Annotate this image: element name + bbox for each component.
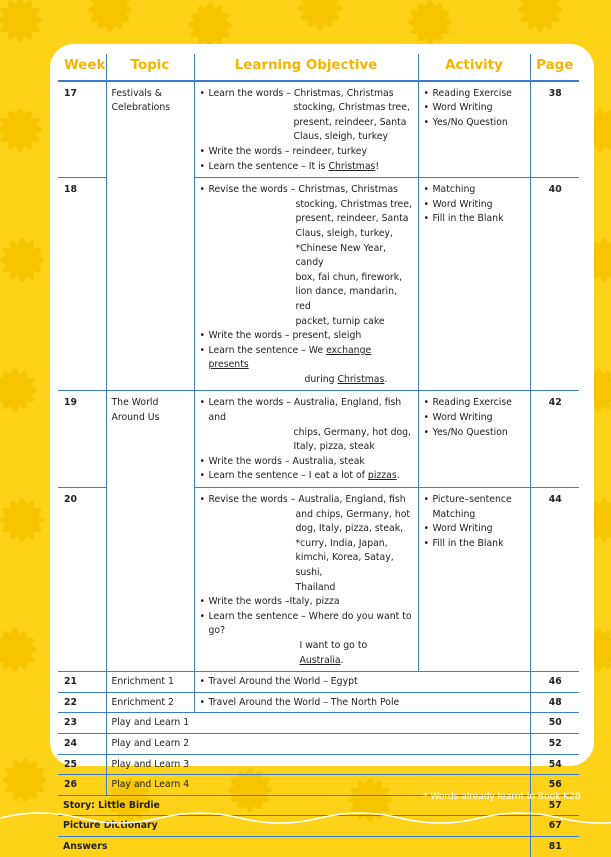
header-objective: Learning Objective [194, 54, 418, 81]
contents-table [58, 54, 579, 857]
table-row [58, 733, 579, 754]
activity-cell: • Matching • Word Writing • Fill in the Blank [418, 178, 530, 391]
objective-cell: • Travel Around the World – The North Pole [194, 692, 530, 713]
week-number: 19 [58, 391, 106, 488]
objective-cell: • Learn the words – Australia, England, fish and chips, Germany, hot dog, Italy, pizza, steak • Write the words – Australia, steak • Learn the sentence – I eat a lot of pizzas. [194, 391, 418, 488]
header-page: Page [530, 54, 579, 81]
table-row [58, 672, 579, 693]
week-number: 23 [58, 713, 106, 734]
page-number: 42 [530, 391, 579, 488]
page-number: 56 [530, 775, 579, 796]
table-row [58, 754, 579, 775]
footnote: * Words already learnt in Book K2B [423, 792, 581, 802]
page-number: 40 [530, 178, 579, 391]
topic-cell [106, 488, 194, 672]
topic-cell: Enrichment 2 [106, 692, 194, 713]
header-activity: Activity [418, 54, 530, 81]
table-row [58, 713, 579, 734]
page-number: 54 [530, 754, 579, 775]
topic-cell: Festivals & Celebrations [106, 81, 194, 178]
week-number: 20 [58, 488, 106, 672]
page-number: 52 [530, 733, 579, 754]
objective-cell: • Revise the words – Christmas, Christmas stocking, Christmas tree, present, reindeer, Santa Claus, sleigh, turkey, *Chinese New Year, candy box, fai chun, firework, lion dance, mandarin, red packet, turnip cake • Write the words – present, sleigh • Learn the sentence – We exchange presents during Christmas. [194, 178, 418, 391]
week-number: 18 [58, 178, 106, 391]
objective-cell: • Travel Around the World – Egypt [194, 672, 530, 693]
topic-cell: Play and Learn 1 [106, 713, 530, 734]
topic-cell: The World Around Us [106, 391, 194, 488]
table-row [58, 391, 579, 488]
story-label: Story: Little Birdie [58, 795, 530, 816]
topic-cell: Enrichment 1 [106, 672, 194, 693]
week-number: 26 [58, 775, 106, 796]
table-row [58, 81, 579, 178]
page-number: 44 [530, 488, 579, 672]
table-header-row [58, 54, 579, 81]
activity-cell: • Picture–sentence Matching • Word Writing • Fill in the Blank [418, 488, 530, 672]
page-number: 81 [548, 840, 562, 852]
objective-cell: • Revise the words – Australia, England, fish and chips, Germany, hot dog, Italy, pizza, steak, *curry, India, Japan, kimchi, Korea, Satay, sushi, Thailand • Write the words –Italy, pizza • Learn the sentence – Where do you want to go? I want to go to Australia. [194, 488, 418, 672]
page-number: 50 [530, 713, 579, 734]
page-number: 46 [530, 672, 579, 693]
week-number: 22 [58, 692, 106, 713]
topic-cell [106, 178, 194, 391]
week-number: 21 [58, 672, 106, 693]
header-week: Week [58, 54, 106, 81]
objective-cell: • Learn the words – Christmas, Christmas stocking, Christmas tree, present, reindeer, Santa Claus, sleigh, turkey • Write the words – reindeer, turkey • Learn the sentence – It is Christmas! [194, 81, 418, 178]
table-row [58, 178, 579, 391]
page-number: 67 [530, 816, 579, 837]
activity-cell: • Reading Exercise • Word Writing • Yes/No Question [418, 391, 530, 488]
topic-cell: Play and Learn 2 [106, 733, 530, 754]
answers-label: Answers [58, 836, 530, 856]
page-number: 48 [530, 692, 579, 713]
picture-dictionary-label: Picture Dictionary [58, 816, 530, 837]
week-number: 24 [58, 733, 106, 754]
week-number: 25 [58, 754, 106, 775]
page-number: 38 [530, 81, 579, 178]
topic-cell: Play and Learn 3 [106, 754, 530, 775]
activity-cell: • Reading Exercise • Word Writing • Yes/No Question [418, 81, 530, 178]
table-row [58, 836, 579, 856]
table-row [58, 488, 579, 672]
table-row [58, 692, 579, 713]
page-number: 57 [530, 795, 579, 816]
decorative-wave-line [0, 804, 611, 826]
week-number: 17 [58, 81, 106, 178]
topic-cell: Play and Learn 4 [106, 775, 530, 796]
header-topic: Topic [106, 54, 194, 81]
